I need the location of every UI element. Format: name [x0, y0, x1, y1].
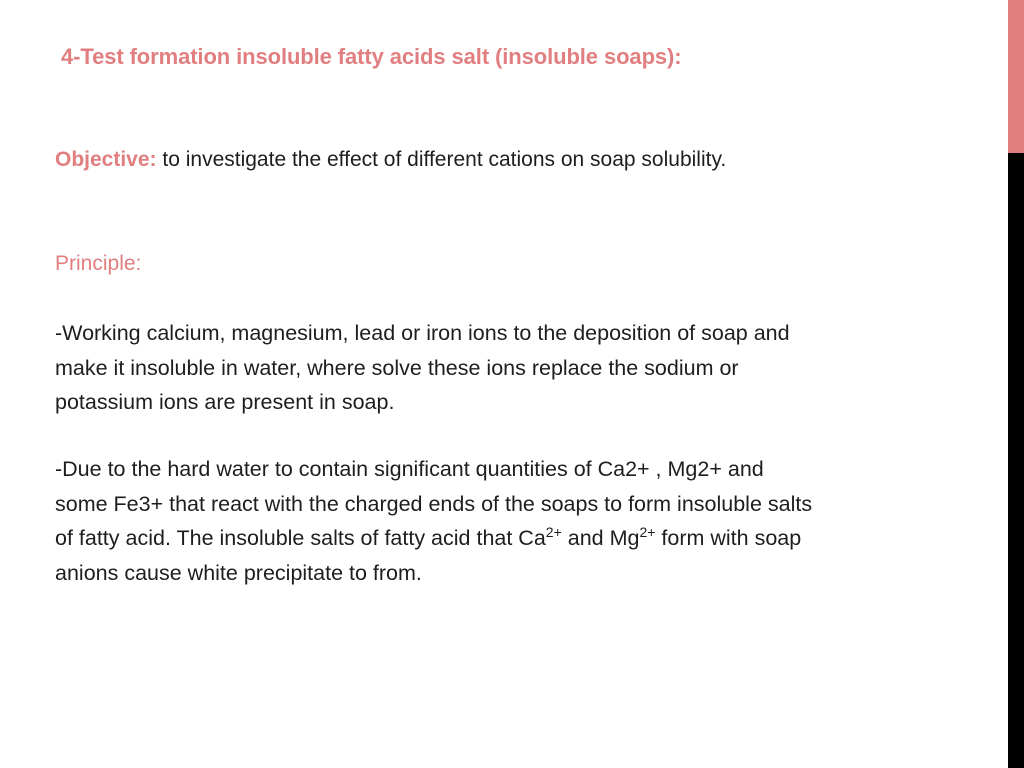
side-accent-bar: [1008, 0, 1024, 768]
text-segment: and Mg: [561, 526, 640, 550]
slide-title: 4-Test formation insoluble fatty acids salt (insoluble soaps):: [61, 44, 682, 69]
paragraph-line: -Due to the hard water to contain significant quantities of Ca2+ , Mg2+ and: [55, 457, 764, 481]
objective-text: to investigate the effect of different cations on soap solubility.: [156, 148, 727, 171]
superscript-charge: 2+: [639, 524, 656, 540]
text-segment: of fatty acid. The insoluble salts of fatty acid that Ca: [55, 526, 546, 550]
objective-line: [55, 148, 726, 172]
accent-bar-pink-segment: [1008, 0, 1024, 153]
paragraph-line-with-superscripts: [55, 521, 990, 556]
accent-bar-black-segment: [1008, 153, 1024, 768]
principle-paragraph-2: [55, 452, 990, 590]
superscript-charge: 2+: [545, 524, 562, 540]
paragraph-line: potassium ions are present in soap.: [55, 390, 395, 414]
principle-paragraph-1: [55, 316, 990, 420]
objective-label: Objective:: [55, 148, 157, 171]
text-segment: form with soap: [655, 526, 802, 550]
principle-heading: Principle:: [55, 252, 142, 275]
paragraph-line: -Working calcium, magnesium, lead or iron ions to the deposition of soap and: [55, 321, 790, 345]
paragraph-line: some Fe3+ that react with the charged ends of the soaps to form insoluble salts: [55, 491, 813, 516]
paragraph-line: make it insoluble in water, where solve these ions replace the sodium or: [55, 355, 739, 380]
paragraph-line: anions cause white precipitate to from.: [55, 560, 422, 585]
